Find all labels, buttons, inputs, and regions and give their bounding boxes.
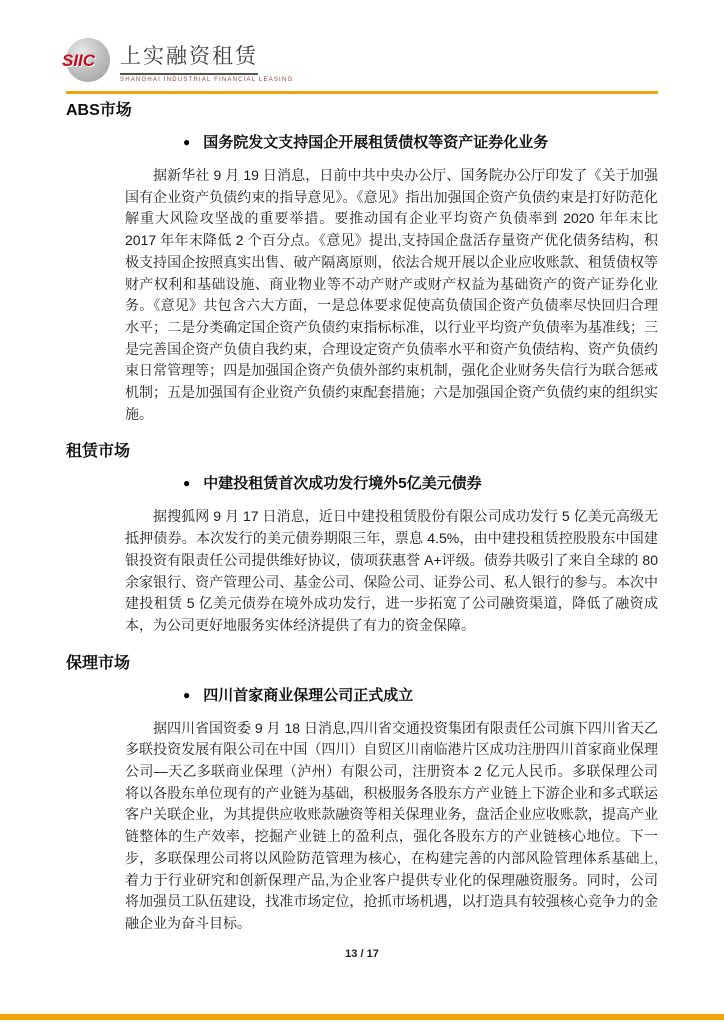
company-name-en: SHANGHAI INDUSTRIAL FINANCIAL LEASING [120,77,294,83]
news-body: 据搜狐网 9 月 17 日消息，近日中建投租赁股份有限公司成功发行 5 亿美元高级无抵押债券。本次发行的美元债券期限三年，票息 4.5%，由中建投租赁控股股东中国建银投资有限责任公司提供维好协议，债项获惠誉 A+评级。债券共吸引了来自全球的 80 余家银行、资产管理公司、基金公司、保险公司、证券公司、私人银行的参与。本次中建投租赁 5 亿美元债券在境外成功发行，进一步拓宽了公司融资渠道，降低了融资成本，为公司更好地服务实体经济提供了有力的资金保障。 [125,508,658,633]
news-headline: 国务院发文支持国企开展租赁债权等资产证券化业务 [203,134,549,151]
news-item-title [183,133,658,152]
section-heading: 保理市场 [66,654,131,672]
footer-accent-bar [0,1014,724,1020]
company-logo [62,38,294,83]
header-divider-rule [66,91,658,94]
section-factoring-market [66,654,658,935]
page-content [66,96,658,935]
logo-names [120,38,293,83]
siic-wordmark: SIIC [62,51,96,70]
news-body: 据四川省国资委 9 月 18 日消息,四川省交通投资集团有限责任公司旗下四川省天乙多联投资发展有限公司在中国（四川）自贸区川南临港片区成功注册四川首家商业保理公司—天乙多联商业保理（泸州）有限公司，注册资本 2 亿元人民币。多联保理公司将以各股东单位现有的产业链为基础，积极服务各股东方产业链上下游企业和多式联运客户关联企业，为其提供应收账款融资等相关保理业务，盘活企业应收账款，提高产业链整体的生产效率，挖掘产业链上的盈利点，强化各股东方的产业链核心地位。下一步，多联保理公司将以风险防范管理为核心，在构建完善的内部风险管理体系基础上,着力于行业研究和创新保理产品,为企业客户提供专业化的保理融资服务。同时，公司将加强员工队伍建设，找准市场定位，抢抓市场机遇，以打造具有较强核心竞争力的金融企业为奋斗目标。 [125,719,658,931]
bullet-icon: ● [183,135,191,149]
news-headline: 中建投租赁首次成功发行境外5亿美元债券 [203,475,482,493]
section-leasing-market [66,442,658,636]
section-heading: 租赁市场 [66,443,131,461]
bullet-icon: ● [183,476,191,491]
page-number: 13 / 17 [345,948,379,960]
bullet-icon: ● [183,687,191,702]
page-header [62,38,294,88]
section-abs-market [66,101,658,425]
section-heading: ABS市场 [66,102,132,119]
news-body: 据新华社 9 月 19 日消息，日前中共中央办公厅、国务院办公厅印发了《关于加强国有企业资产负债约束的指导意见》。《意见》指出加强国企资产负债约束是打好防范化解重大风险攻坚战的重要举措。要推动国有企业平均资产负债率到 2020 年年末比 2017 年年末降低 2 个百分点。《意见》提出,支持国企盘活存量资产优化债务结构，积极支持国企按照真实出售、破产隔离原则，依法合规开展以企业应收账款、租赁债权等财产权利和基础设施、商业物业等不动产财产或财产权益为基础资产的资产证券化业务。《意见》共包含六大方面，一是总体要求促使高负债国企资产负债率尽快回归合理水平；二是分类确定国企资产负债约束指标标准，以行业平均资产负债率为基准线；三是完善国企资产负债自我约束，合理设定资产负债率水平和资产负债结构、资产负债约束日常管理等；四是加强国企资产负债外部约束机制，强化企业财务失信行为联合惩戒机制；五是加强国有企业资产负债约束配套措施；六是加强国企资产负债约束的组织实施。 [125,167,658,422]
company-name-cn: 上实融资租赁 [120,40,258,75]
siic-globe-icon [62,38,110,82]
news-item-title [183,686,658,705]
news-item-title [183,474,658,493]
news-headline: 四川首家商业保理公司正式成立 [203,686,414,704]
